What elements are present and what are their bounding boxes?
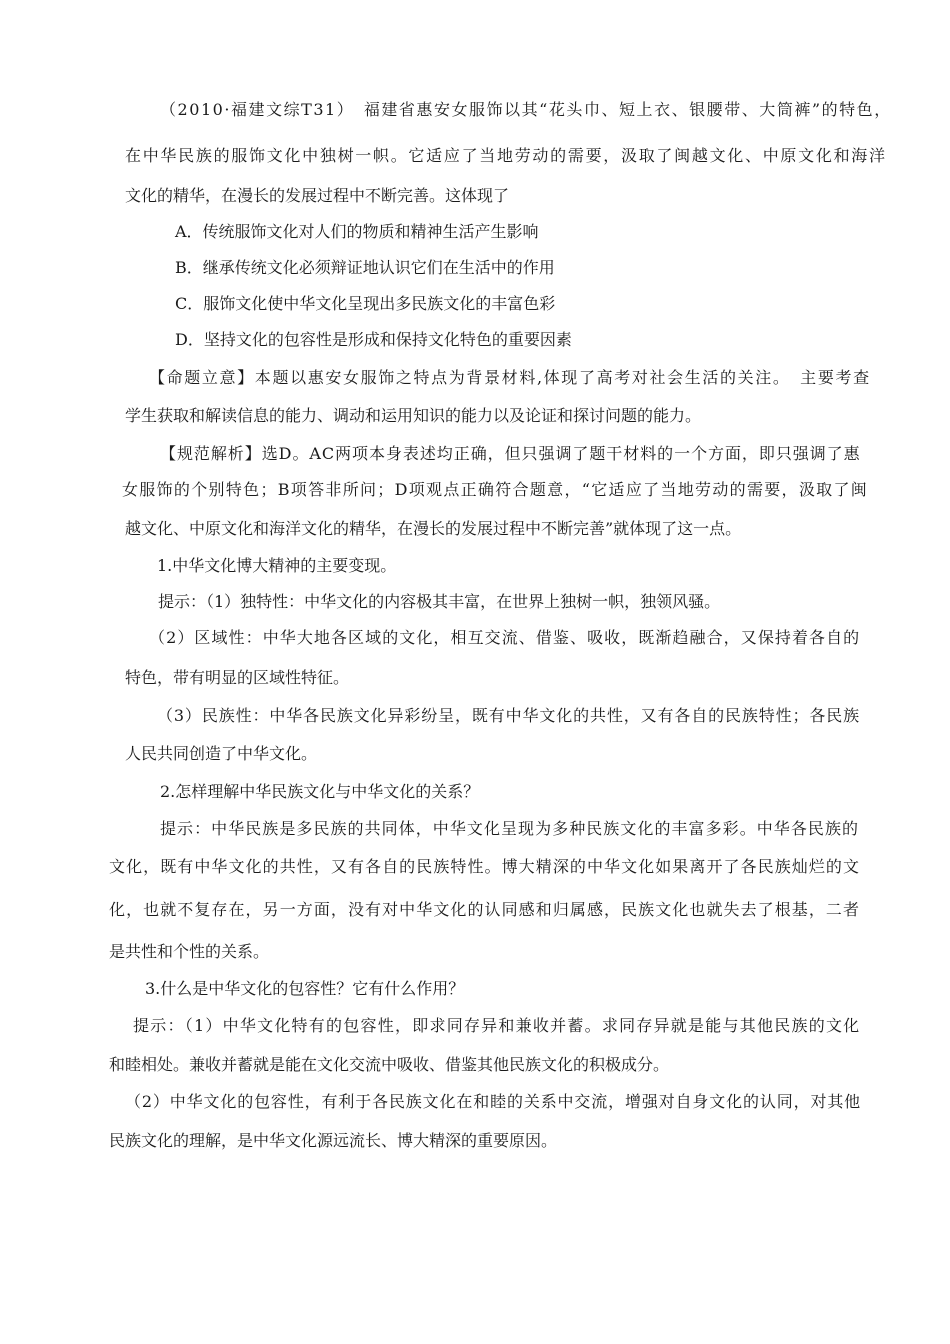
intent-line-2: 学生获取和解读信息的能力、调动和运用知识的能力以及论证和探讨问题的能力。: [125, 406, 702, 425]
analysis-line-3: 越文化、中原文化和海洋文化的精华，在漫长的发展过程中不断完善”就体现了这一点。: [125, 519, 742, 538]
item-1-line-4: （3）民族性：中华各民族文化异彩纷呈，既有中华文化的共性，又有各自的民族特性；各民族: [157, 706, 861, 725]
option-b: B．继承传统文化必须辩证地认识它们在生活中的作用: [175, 258, 555, 277]
item-2-line-1: 提示：中华民族是多民族的共同体，中华文化呈现为多种民族文化的丰富多彩。中华各民族的: [160, 819, 860, 838]
question-stem-line-3: 文化的精华，在漫长的发展过程中不断完善。这体现了: [125, 186, 510, 205]
item-1-question: 1.中华文化博大精神的主要变现。: [157, 556, 397, 575]
analysis-line-1: 【规范解析】选D。AC两项本身表述均正确，但只强调了题干材料的一个方面，即只强调了惠: [160, 444, 861, 463]
analysis-line-2: 女服饰的个别特色；B项答非所问；D项观点正确符合题意，“它适应了当地劳动的需要，汲取了闽: [122, 480, 869, 499]
item-2-line-3: 化，也就不复存在，另一方面，没有对中华文化的认同感和归属感，民族文化也就失去了根基，二者: [109, 900, 861, 919]
option-d: D．坚持文化的包容性是形成和保持文化特色的重要因素: [175, 330, 572, 349]
item-3-line-1: 提示：（1）中华文化特有的包容性，即求同存异和兼收并蓄。求同存异就是能与其他民族的文化: [133, 1016, 861, 1035]
item-3-question: 3.什么是中华文化的包容性？它有什么作用？: [145, 979, 465, 998]
item-1-line-2: （2）区域性：中华大地各区域的文化，相互交流、借鉴、吸收，既渐趋融合，又保持着各自的: [149, 628, 861, 647]
item-3-line-4: 民族文化的理解，是中华文化源远流长、博大精深的重要原因。: [109, 1131, 558, 1150]
question-stem-line-2: 在中华民族的服饰文化中独树一帜。它适应了当地劳动的需要，汲取了闽越文化、中原文化和海洋: [125, 146, 887, 165]
item-3-line-2: 和睦相处。兼收并蓄就是能在文化交流中吸收、借鉴其他民族文化的积极成分。: [109, 1055, 670, 1074]
item-1-line-5: 人民共同创造了中华文化。: [125, 744, 318, 763]
item-1-line-1: 提示：（1）独特性：中华文化的内容极其丰富，在世界上独树一帜，独领风骚。: [158, 592, 721, 611]
item-2-question: 2.怎样理解中华民族文化与中华文化的关系？: [160, 782, 480, 801]
question-stem-line-1: （2010·福建文综T31） 福建省惠安女服饰以其“花头巾、短上衣、银腰带、大筒裤”的特色，: [160, 100, 892, 119]
item-2-line-2: 文化，既有中华文化的共性，又有各自的民族特性。博大精深的中华文化如果离开了各民族灿烂的文: [109, 857, 861, 876]
item-2-line-4: 是共性和个性的关系。: [109, 942, 270, 961]
item-3-line-3: （2）中华文化的包容性，有利于各民族文化在和睦的关系中交流，增强对自身文化的认同，对其他: [125, 1092, 862, 1111]
option-a: A．传统服饰文化对人们的物质和精神生活产生影响: [175, 222, 539, 241]
item-1-line-3: 特色，带有明显的区域性特征。: [125, 668, 350, 687]
option-c: C．服饰文化使中华文化呈现出多民族文化的丰富色彩: [175, 294, 556, 313]
intent-line-1: 【命题立意】本题以惠安女服饰之特点为背景材料,体现了高考对社会生活的关注。 主要考查: [149, 368, 871, 387]
